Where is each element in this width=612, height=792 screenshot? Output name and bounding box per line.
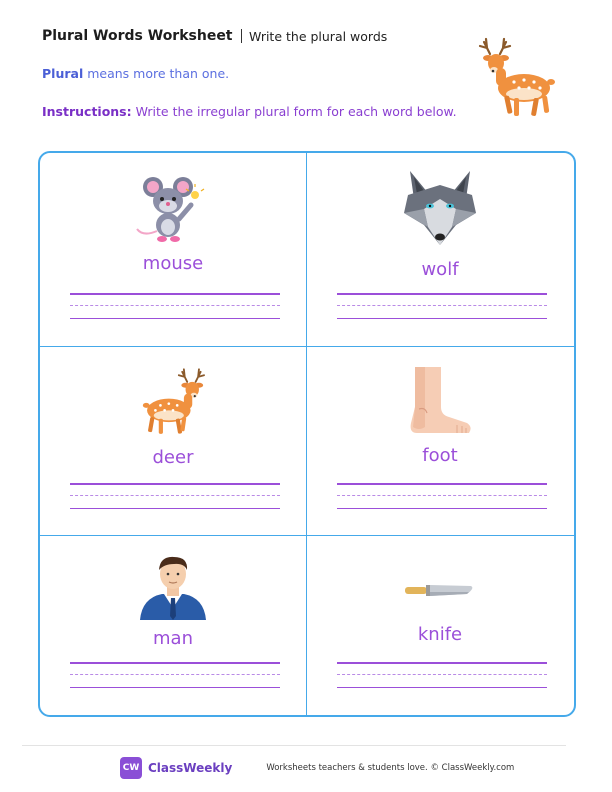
classweekly-logo: CW xyxy=(120,757,142,779)
instructions-text: Write the irregular plural form for each word below. xyxy=(131,104,457,119)
writing-lines[interactable] xyxy=(70,293,280,319)
instructions xyxy=(42,104,457,119)
word-label: knife xyxy=(417,624,463,645)
word-cell-mouse xyxy=(40,153,306,346)
word-cell-foot xyxy=(307,347,573,535)
header-separator xyxy=(241,29,243,43)
writing-lines[interactable] xyxy=(70,662,280,688)
worksheet-subtitle: Write the plural words xyxy=(249,28,388,44)
brand-name: ClassWeekly xyxy=(148,761,233,775)
deer-icon xyxy=(137,365,209,439)
writing-lines[interactable] xyxy=(70,483,280,509)
worksheet-grid xyxy=(38,151,576,717)
foot-icon xyxy=(405,367,475,437)
plural-definition xyxy=(42,66,229,81)
writing-lines[interactable] xyxy=(337,662,547,688)
word-cell-deer xyxy=(40,347,306,535)
word-cell-man xyxy=(40,536,306,717)
word-label: wolf xyxy=(421,259,459,280)
writing-lines[interactable] xyxy=(337,483,547,509)
word-label: foot xyxy=(422,445,458,466)
instructions-keyword: Instructions: xyxy=(42,104,132,119)
knife-icon xyxy=(405,580,475,602)
man-icon xyxy=(138,554,208,620)
footer-tagline: Worksheets teachers & students love. © ClassWeekly.com xyxy=(266,763,515,773)
footer xyxy=(120,757,514,779)
word-cell-knife xyxy=(307,536,573,717)
writing-lines[interactable] xyxy=(337,293,547,319)
footer-divider xyxy=(22,745,566,746)
mouse-icon xyxy=(135,173,211,245)
worksheet-title: Plural Words Worksheet xyxy=(42,28,233,44)
word-label: mouse xyxy=(142,253,204,274)
definition-text: means more than one. xyxy=(83,66,230,81)
worksheet-header xyxy=(42,28,387,44)
word-label: deer xyxy=(152,447,194,468)
wolf-icon xyxy=(400,169,480,247)
deer-header-icon xyxy=(474,36,560,120)
word-cell-wolf xyxy=(307,153,573,346)
definition-keyword: Plural xyxy=(42,66,84,81)
word-label: man xyxy=(153,628,193,649)
